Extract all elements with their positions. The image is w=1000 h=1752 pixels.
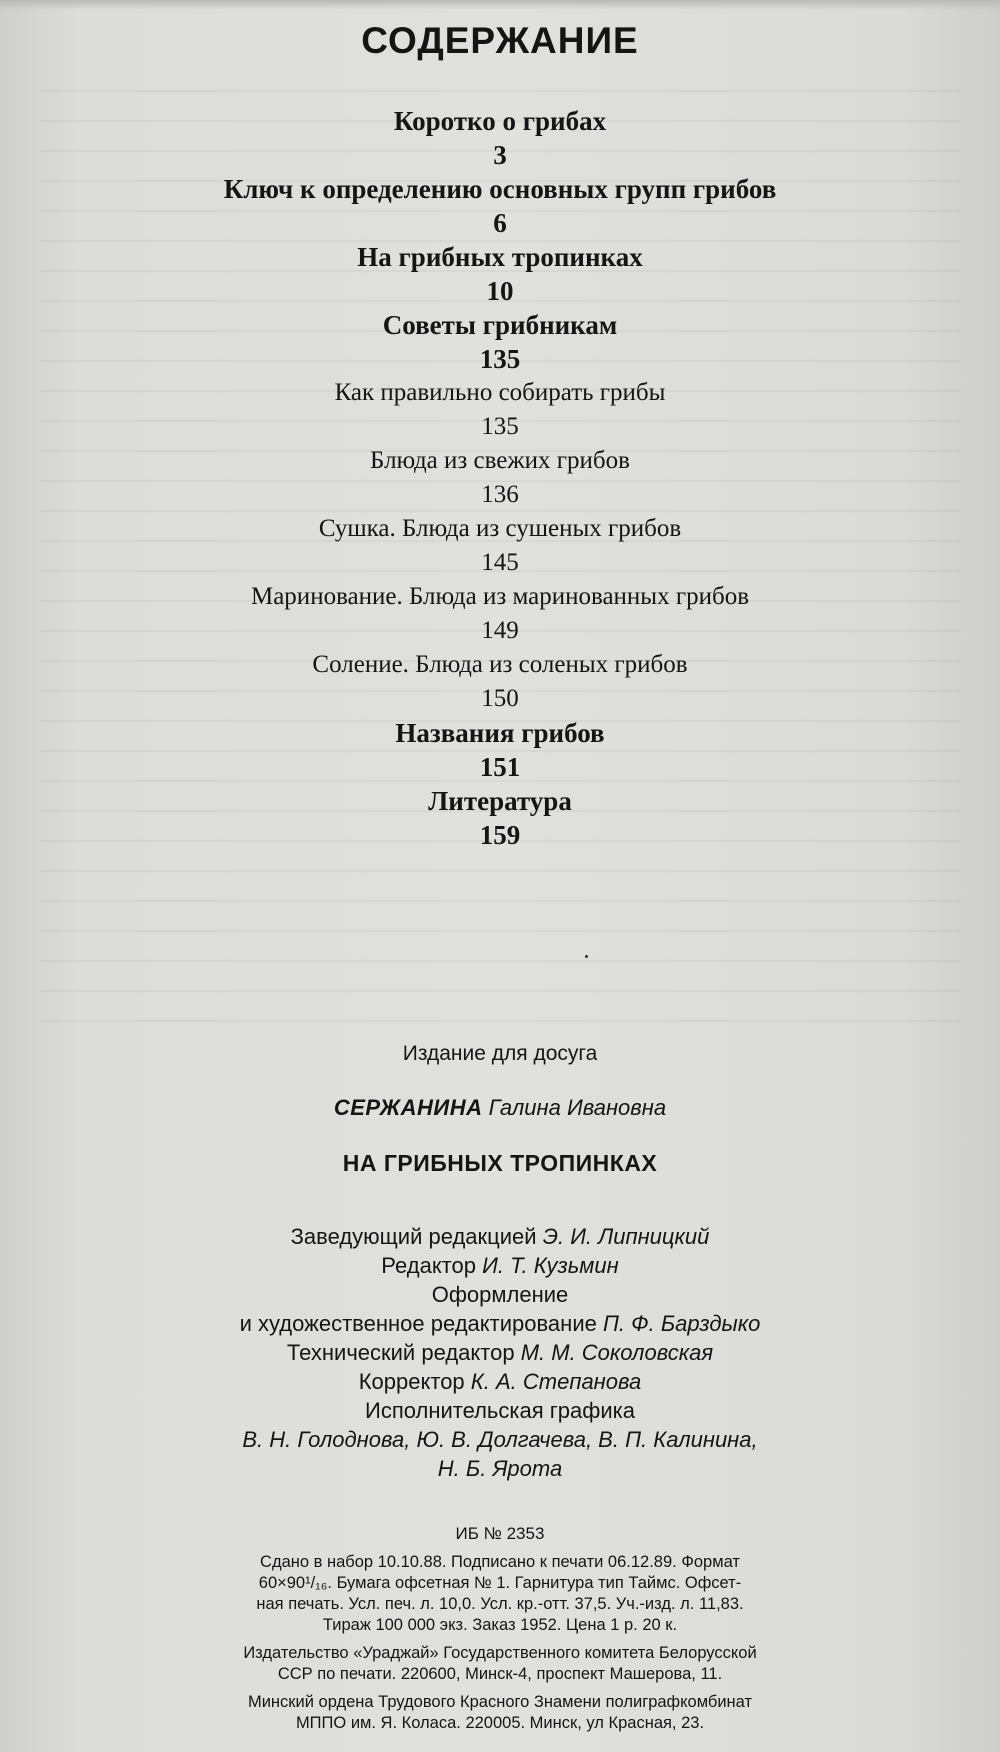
toc-entry-page: 3 — [493, 140, 507, 170]
table-of-contents — [0, 104, 1000, 852]
toc-entry-label: На грибных тропинках — [357, 242, 643, 272]
credit-line — [0, 1309, 1000, 1338]
toc-entry-label: Советы грибникам — [382, 310, 618, 340]
toc-entry-page: 6 — [493, 208, 507, 238]
toc-entry-label: Коротко о грибах — [393, 106, 607, 136]
print-details-line: Сдано в набор 10.10.88. Подписано к печати 06.12.89. Формат — [260, 1553, 740, 1571]
toc-entry-page: 135 — [479, 344, 521, 374]
credit-person: К. А. Степанова — [470, 1369, 642, 1394]
toc-entry-label: Маринование. Блюда из маринованных грибов — [250, 583, 750, 610]
credit-person: Н. Б. Ярота — [437, 1456, 563, 1481]
paper-speck — [585, 955, 588, 958]
credits-list — [0, 1222, 1000, 1483]
credit-line — [0, 1280, 1000, 1309]
toc-entry-page: 149 — [481, 617, 519, 644]
print-details-line: Тираж 100 000 экз. Заказ 1952. Цена 1 р. 20 к. — [322, 1616, 678, 1634]
toc-entry-label: Литература — [428, 786, 572, 816]
credit-line — [0, 1251, 1000, 1280]
credit-line — [0, 1425, 1000, 1454]
credit-role: Оформление — [431, 1282, 569, 1307]
imprint-gap — [0, 1636, 1000, 1643]
author-surname: СЕРЖАНИНА — [333, 1095, 483, 1120]
toc-entry-page: 151 — [479, 752, 521, 782]
credit-line — [0, 1367, 1000, 1396]
publisher-details-line: ССР по печати. 220600, Минск-4, проспект Машерова, 11. — [277, 1665, 723, 1683]
credit-role: и художественное редактирование — [239, 1311, 597, 1336]
credit-role: Корректор — [358, 1369, 465, 1394]
credit-line — [0, 1338, 1000, 1367]
page-edge-shadow — [0, 0, 1000, 10]
credit-person: М. М. Соколовская — [520, 1340, 714, 1365]
credit-line — [0, 1396, 1000, 1425]
toc-entry-label: Сушка. Блюда из сушеных грибов — [318, 515, 682, 542]
toc-entry-label: Ключ к определению основных групп грибов — [223, 174, 777, 204]
publisher-details-line: Издательство «Ураджай» Государственного комитета Белорусской — [243, 1644, 757, 1662]
toc-entry-page: 135 — [481, 413, 519, 440]
toc-entry-label: Соление. Блюда из соленых грибов — [312, 651, 688, 678]
toc-entry-page: 136 — [481, 481, 519, 508]
credit-person: И. Т. Кузьмин — [482, 1253, 619, 1278]
toc-entry-page: 150 — [481, 685, 519, 712]
credit-person: В. Н. Голоднова, Ю. В. Долгачева, В. П. Калинина, — [242, 1427, 758, 1452]
credit-role: Заведующий редакцией — [290, 1224, 537, 1249]
credit-role: Редактор — [381, 1253, 476, 1278]
printer-details-line: МППО им. Я. Коласа. 220005. Минск, ул Красная, 23. — [295, 1714, 705, 1732]
imprint-gap — [0, 1685, 1000, 1692]
author-given-names: Галина Ивановна — [488, 1095, 667, 1120]
credit-line — [0, 1454, 1000, 1483]
edition-type: Издание для досуга — [402, 1042, 598, 1065]
toc-entry-page: 10 — [486, 276, 514, 306]
book-title: НА ГРИБНЫХ ТРОПИНКАХ — [342, 1150, 658, 1176]
imprint — [0, 1552, 1000, 1734]
contents-title: СОДЕРЖАНИЕ — [361, 20, 639, 61]
toc-entry-page: 145 — [481, 549, 519, 576]
credit-role: Исполнительская графика — [365, 1398, 635, 1423]
print-details-line: 60×90¹/₁₆. Бумага офсетная № 1. Гарнитура тип Таймс. Офсет- — [258, 1574, 742, 1592]
credit-person: Э. И. Липницкий — [542, 1224, 710, 1249]
author-name — [0, 1095, 1000, 1121]
ib-number: ИБ № 2353 — [455, 1524, 545, 1543]
toc-entry-label: Как правильно собирать грибы — [334, 379, 666, 406]
credit-line — [0, 1222, 1000, 1251]
toc-entry-page: 159 — [479, 820, 521, 850]
credit-person: П. Ф. Барздыко — [602, 1311, 761, 1336]
toc-entry-label: Названия грибов — [395, 718, 605, 748]
credit-role: Технический редактор — [286, 1340, 515, 1365]
toc-entry-label: Блюда из свежих грибов — [370, 447, 630, 474]
print-details-line: ная печать. Усл. печ. л. 10,0. Усл. кр.-отт. 37,5. Уч.-изд. л. 11,83. — [256, 1595, 744, 1613]
printer-details-line: Минский ордена Трудового Красного Знамени полиграфкомбинат — [247, 1693, 753, 1711]
